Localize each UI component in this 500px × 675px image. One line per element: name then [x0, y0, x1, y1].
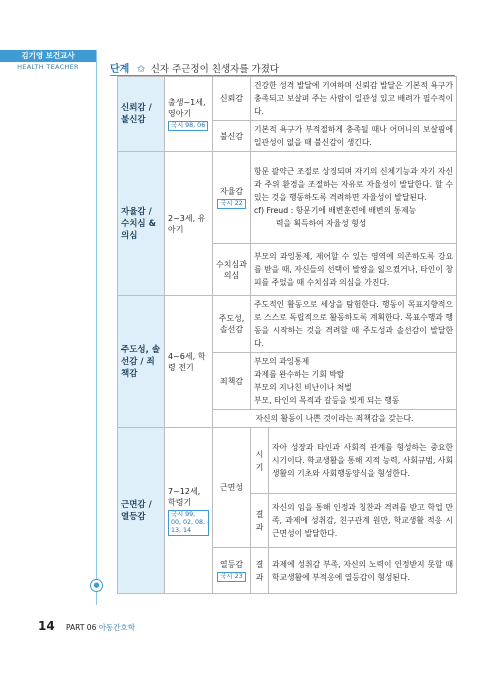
- sub-desc: 기본적 욕구가 부적절하게 충족될 때나 어머니의 보살핌에 일관성이 없을 때 불신감이 생긴다.: [251, 121, 457, 152]
- exam-tag: 국시 23: [217, 572, 245, 582]
- brand-title: 김기영 보건교사: [0, 50, 96, 62]
- stage-cell: 주도성, 솔선감 / 죄책감: [118, 296, 165, 428]
- stage-cell: 신뢰감 / 불신감: [118, 77, 165, 152]
- sub-name: 수치심과 의심: [213, 244, 251, 296]
- page-number: 14: [38, 619, 55, 633]
- age-cell: 2~3세, 유아기: [165, 152, 213, 296]
- development-stage-table: [117, 76, 457, 594]
- sub-name: 주도성, 솔선감: [213, 296, 251, 353]
- sub-desc: 주도적인 활동으로 세상을 탐험한다. 행동이 목표지향적으로 스스로 독립적으로 활동하도록 계획한다. 목표수행과 행동을 시작하는 것을 격려할 때 주도성과 솔선감이 발달한다.: [251, 296, 457, 353]
- age-cell: [165, 77, 213, 152]
- sub-lines: [251, 353, 457, 410]
- sub-name: 죄책감: [213, 353, 251, 410]
- list-item: 부모의 과잉통제: [254, 357, 310, 366]
- stage-cell: 근면감 / 열등감: [118, 428, 165, 594]
- heading-label: 단계: [110, 64, 130, 75]
- part-label: 결과: [251, 548, 269, 594]
- sub-name: 열등감: [219, 560, 244, 569]
- sub-name: 근면성: [213, 428, 251, 548]
- sub-name: 자율감: [219, 187, 244, 196]
- star-icon: ✩: [136, 64, 146, 75]
- part-desc: 자신의 임을 통해 인정과 칭찬과 격려를 받고 학업 만족, 과제에 성취감, 친구관계 원만, 학교생활 적응 시 근면성이 발달한다.: [269, 494, 457, 548]
- age-text: 출생~1세, 영아기: [168, 98, 206, 118]
- brand-subtitle: HEALTH TEACHER: [17, 63, 79, 71]
- list-item: 부모, 타인의 목적과 갈등을 빚게 되는 행동: [254, 396, 400, 405]
- sub-name: 신뢰감: [213, 77, 251, 121]
- exam-tag: 국시 99, 00, 02, 08, 13, 14: [168, 510, 209, 536]
- list-item: 부모의 지나친 비난이나 처벌: [254, 383, 352, 392]
- part-desc: 자아 성장과 타인과 사회적 관계를 형성하는 중요한 시기이다. 학교생활을 통해 지적 능력, 사회규범, 사회생활의 기초와 사회행동양식을 형성한다.: [269, 428, 457, 494]
- sub-desc: 항문 괄약근 조절로 상징되며 자기의 신체기능과 자기 자신과 주위 환경을 조절하는 자유로 자율성이 발달한다. 할 수 있는 것을 행동하도록 격려하면 자율성이 발달된다.: [254, 167, 453, 202]
- part-number: PART 06: [66, 623, 97, 632]
- age-cell: [165, 428, 213, 594]
- side-divider: [96, 50, 97, 605]
- table-row: [118, 428, 457, 494]
- sub-cell: [213, 152, 251, 244]
- part-label: 시기: [251, 428, 269, 494]
- exam-tag: 국시 22: [217, 199, 245, 209]
- sub-cell: [213, 548, 251, 594]
- exam-tag: 국시 98, 06: [168, 121, 208, 131]
- sub-desc-cell: [251, 152, 457, 244]
- age-cell: 4~6세, 학령 전기: [165, 296, 213, 428]
- sub-note: 력을 획득하여 자율성 형성: [276, 219, 367, 228]
- sub-desc: 건강한 성격 발달에 기여하며 신뢰감 발달은 기본적 욕구가 충족되고 보살펴 주는 사람이 일관성 있고 배려가 필수적이다.: [251, 77, 457, 121]
- age-text: 7~12세, 학령기: [168, 486, 201, 507]
- list-item: 과제를 완수하는 기회 박탈: [254, 370, 345, 379]
- part-desc: 과제에 성취감 부족, 자신의 노력이 인정받지 못할 때 학교생활에 부적응에 열등감이 형성된다.: [269, 548, 457, 594]
- table-row: [118, 152, 457, 244]
- part-name: 아동간호학: [98, 623, 135, 632]
- heading-title: 신자 주근정이 친생자를 가졌다: [150, 64, 280, 75]
- stage-cell: 자율감 / 수치심 & 의심: [118, 152, 165, 296]
- sub-desc: 부모의 과잉통제, 제어할 수 있는 영역에 의존하도록 강요를 받을 때, 자신들의 선택이 발쌍을 잃으켰거나, 타인이 창피를 주었을 때 수치심과 의심을 가진다.: [251, 244, 457, 296]
- side-badge-icon: ●: [90, 579, 103, 592]
- table-row: [118, 296, 457, 353]
- sub-note: cf) Freud : 항문기에 배변훈련에 배변의 통제능: [254, 206, 417, 215]
- table-row: [118, 77, 457, 121]
- section-heading: [110, 60, 279, 75]
- part-label: 결과: [251, 494, 269, 548]
- footer-part: [66, 622, 135, 633]
- guilt-footnote: 자신의 활동이 나쁜 것이라는 죄책감을 갖는다.: [213, 410, 457, 428]
- sub-name: 불신감: [213, 121, 251, 152]
